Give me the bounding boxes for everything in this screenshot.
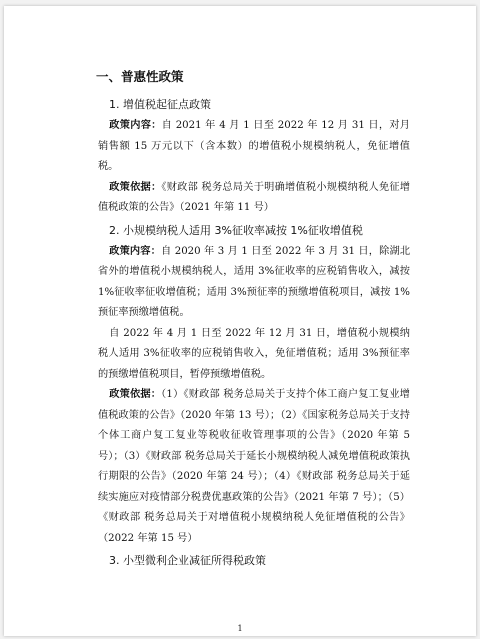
basis-label: 政策依据： bbox=[109, 181, 162, 193]
section-heading: 一、普惠性政策 bbox=[96, 69, 184, 84]
page-number: 1 bbox=[237, 624, 243, 633]
content-label: 政策内容： bbox=[109, 245, 161, 257]
content-text: 自 2020 年 3 月 1 日至 2022 年 3 月 31 日，除湖北省外的增值税小规模纳税人，适用 3%征收率的应税销售收入，减按 1%征收率征收增值税；适用 3%预征率的预缴增值税项目，减按 1%预征率预缴增值税。 bbox=[98, 245, 411, 318]
content-label: 政策内容： bbox=[109, 120, 162, 131]
basis-label: 政策依据： bbox=[109, 389, 162, 400]
basis-text: 《财政部 税务总局关于明确增值税小规模纳税人免征增值税政策的公告》（2021 年第 11 号） bbox=[98, 181, 411, 213]
policy-content-2 bbox=[98, 242, 410, 324]
policy-extra-2: 自 2022 年 4 月 1 日至 2022 年 12 月 31 日，增值税小规模纳税人适用 3%征收率的应税销售收入，免征增值税；适用 3%预征率的预缴增值税项目，暂停预缴增值税。 bbox=[98, 327, 410, 380]
basis-text: （1）《财政部 税务总局关于支持个体工商户复工复业增值税政策的公告》（2020 年第 13 号）；（2）《国家税务总局关于支持个体工商户复工复业等税收征收管理事项的公告》（2020 年第 5 号）；（3）《财政部 税务总局关于延长小规模纳税人减免增值税政策执行期限的公告》（2020 年第 24 号）；（4）《财政部 税务总局关于延续实施应对疫情部分税费优惠政策的公告》（2021 年第 7 号）；（5）《财政部 税务总局关于对增值税小规模纳税人免征增值税的公告》（2022 年第 15 号） bbox=[98, 389, 410, 544]
policy-basis-2 bbox=[98, 385, 410, 549]
policy-content-1 bbox=[98, 116, 410, 178]
document-page bbox=[4, 6, 476, 636]
policy-title-2: 2. 小规模纳税人适用 3%征收率减按 1%征收增值税 bbox=[109, 223, 363, 237]
document-body bbox=[98, 68, 410, 572]
policy-basis-1 bbox=[98, 178, 410, 219]
policy-title-3: 3. 小型微利企业减征所得税政策 bbox=[109, 554, 266, 567]
content-text: 自 2021 年 4 月 1 日至 2022 年 12 月 31 日，对月销售额 15 万元以下（含本数）的增值税小规模纳税人，免征增值税。 bbox=[98, 120, 410, 172]
policy-title-1: 1. 增值税起征点政策 bbox=[109, 98, 211, 111]
